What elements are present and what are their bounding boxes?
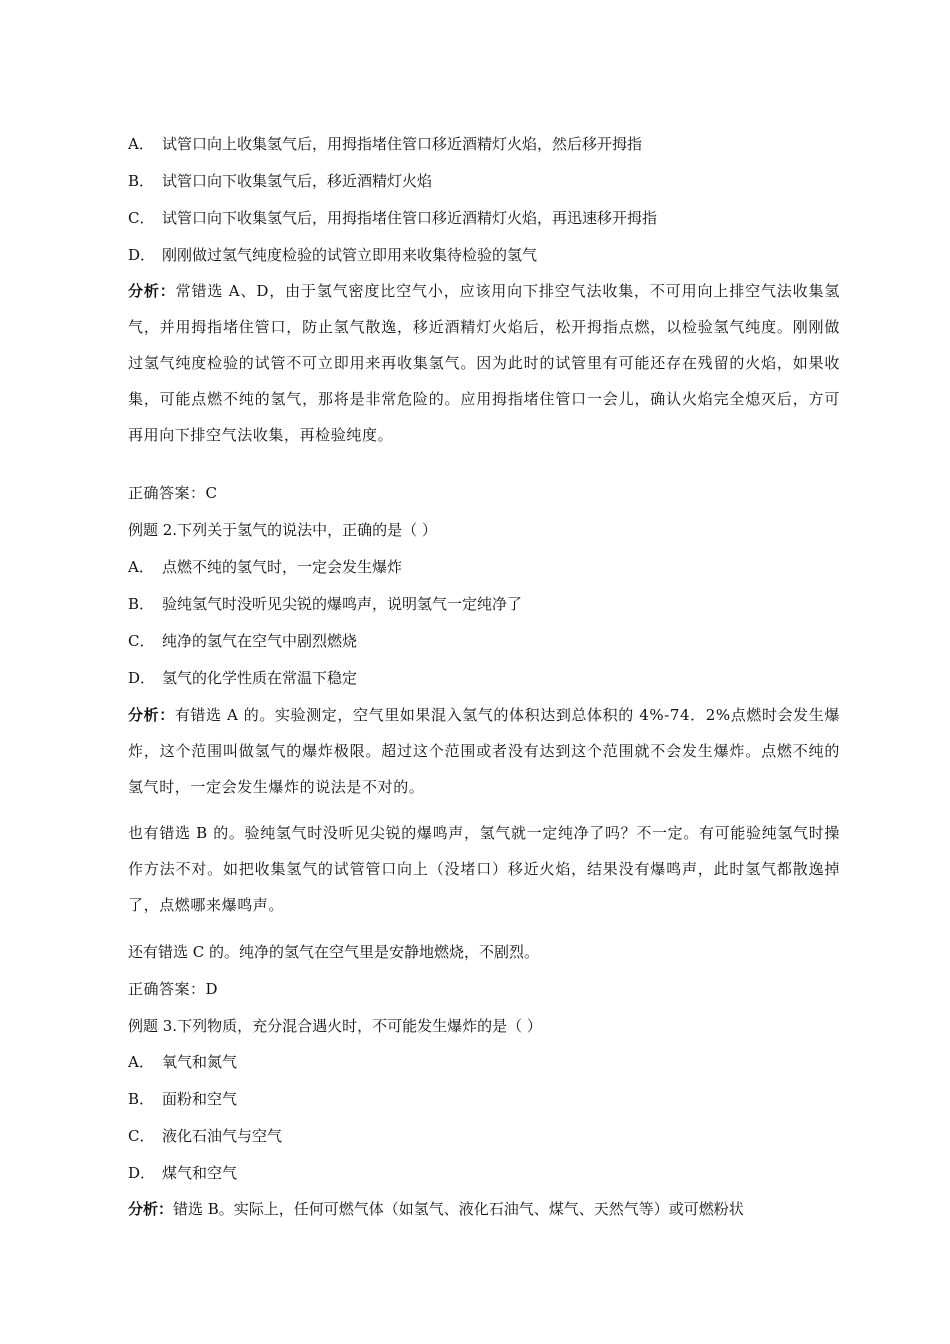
q3-option-c xyxy=(128,1126,840,1146)
q2-answer: 正确答案：D xyxy=(128,980,219,998)
option-text: 试管口向下收集氢气后，移近酒精灯火焰 xyxy=(162,172,433,190)
q2-option-d xyxy=(128,668,840,688)
option-letter: A． xyxy=(128,1053,154,1071)
option-text: 试管口向下收集氢气后，用拇指堵住管口移近酒精灯火焰，再迅速移开拇指 xyxy=(162,209,658,227)
q2-analysis-2: 也有错选 B 的。验纯氢气时没听见尖锐的爆鸣声，氢气就一定纯净了吗？不一定。有可能验纯氢气时操作方法不对。如把收集氢气的试管管口向上（没堵口）移近火焰，结果没有爆鸣声，此时氢气都散逸掉了，点燃哪来爆鸣声。 xyxy=(128,824,840,914)
option-text: 试管口向上收集氢气后，用拇指堵住管口移近酒精灯火焰，然后移开拇指 xyxy=(162,135,643,153)
option-letter: D． xyxy=(128,669,156,687)
option-letter: C． xyxy=(128,1127,155,1145)
option-text: 验纯氢气时没听见尖锐的爆鸣声，说明氢气一定纯净了 xyxy=(162,595,523,613)
option-text: 氢气的化学性质在常温下稳定 xyxy=(162,669,358,687)
q2-option-b xyxy=(128,594,840,614)
option-letter: C． xyxy=(128,209,155,227)
q2-option-c xyxy=(128,631,840,651)
q3-option-a xyxy=(128,1052,840,1072)
option-letter: B． xyxy=(128,1090,155,1108)
option-text: 面粉和空气 xyxy=(162,1090,238,1108)
q2-analysis-3: 还有错选 C 的。纯净的氢气在空气里是安静地燃烧，不剧烈。 xyxy=(128,943,540,961)
option-letter: B． xyxy=(128,595,155,613)
q1-option-d xyxy=(128,245,840,265)
q3-analysis xyxy=(128,1199,840,1219)
option-text: 纯净的氢气在空气中剧烈燃烧 xyxy=(162,632,358,650)
q1-answer: 正确答案：C xyxy=(128,484,218,502)
option-text: 氧气和氮气 xyxy=(162,1053,238,1071)
analysis-text: 有错选 A 的。实验测定，空气里如果混入氢气的体积达到总体积的 4%-74．2%点燃时会发生爆炸，这个范围叫做氢气的爆炸极限。超过这个范围或者没有达到这个范围就不会发生爆炸。点燃不纯的氢气时，一定会发生爆炸的说法是不对的。 xyxy=(128,706,840,796)
q3-option-b xyxy=(128,1089,840,1109)
analysis-text: 错选 B。实际上，任何可燃气体（如氢气、液化石油气、煤气、天然气等）或可燃粉状 xyxy=(173,1200,744,1218)
q2-analysis-1 xyxy=(128,697,840,805)
analysis-label: 分析： xyxy=(128,282,176,300)
analysis-label: 分析： xyxy=(128,706,175,724)
option-letter: C． xyxy=(128,632,155,650)
option-letter: D． xyxy=(128,1164,156,1182)
q2-title: 例题 2.下列关于氢气的说法中，正确的是（ ） xyxy=(128,521,437,539)
option-letter: A． xyxy=(128,135,154,153)
q1-option-b xyxy=(128,171,840,191)
q2-option-a xyxy=(128,557,840,577)
option-text: 煤气和空气 xyxy=(162,1164,238,1182)
option-letter: D． xyxy=(128,246,156,264)
q1-analysis xyxy=(128,273,840,453)
option-text: 点燃不纯的氢气时，一定会发生爆炸 xyxy=(162,558,403,576)
q3-option-d xyxy=(128,1163,840,1183)
analysis-label: 分析： xyxy=(128,1200,174,1218)
option-letter: A． xyxy=(128,558,154,576)
q1-option-c xyxy=(128,208,840,228)
q3-title: 例题 3.下列物质，充分混合遇火时，不可能发生爆炸的是（ ） xyxy=(128,1017,542,1035)
q1-option-a xyxy=(128,134,840,154)
analysis-text: 常错选 A、D，由于氢气密度比空气小，应该用向下排空气法收集，不可用向上排空气法收集氢气，并用拇指堵住管口，防止氢气散逸，移近酒精灯火焰后，松开拇指点燃，以检验氢气纯度。刚刚做过氢气纯度检验的试管不可立即用来再收集氢气。因为此时的试管里有可能还存在残留的火焰，如果收集，可能点燃不纯的氢气，那将是非常危险的。应用拇指堵住管口一会儿，确认火焰完全熄灭后，方可再用向下排空气法收集，再检验纯度。 xyxy=(128,282,840,444)
option-text: 液化石油气与空气 xyxy=(162,1127,283,1145)
option-letter: B． xyxy=(128,172,155,190)
option-text: 刚刚做过氢气纯度检验的试管立即用来收集待检验的氢气 xyxy=(162,246,538,264)
